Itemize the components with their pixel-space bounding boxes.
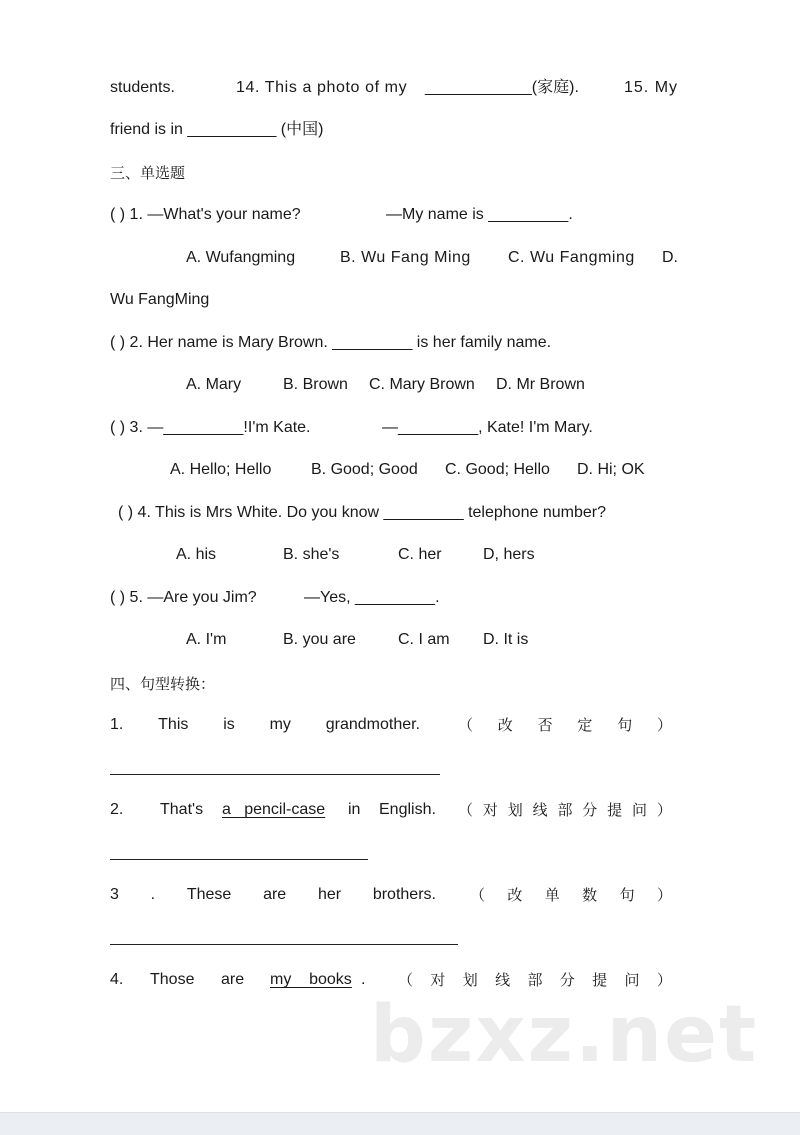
- s2-note-5: 分: [582, 801, 598, 819]
- s4-note-5: 分: [559, 971, 575, 989]
- s2-note-8: ）: [656, 801, 672, 819]
- fill-blank-line-1: [110, 78, 175, 98]
- s1-w4: grandmother.: [325, 716, 420, 733]
- s1-w1: This: [158, 716, 189, 733]
- q2-stem: ( ) 2. Her name is Mary Brown. _________ is her family name.: [110, 334, 552, 351]
- s3-note-1: 改: [507, 886, 523, 904]
- s1-w2: is: [223, 716, 235, 733]
- s4-num: 4.: [110, 971, 124, 988]
- s3-w4: brothers.: [372, 886, 436, 903]
- s3-note-5: ）: [656, 886, 672, 904]
- s2-note-6: 提: [607, 801, 623, 819]
- s2-post2: English.: [379, 801, 436, 818]
- q4-option-a[interactable]: A. his: [176, 546, 217, 563]
- s3-answer-line[interactable]: [110, 944, 458, 945]
- q1-stem-a: ( ) 1. —What's your name?: [110, 206, 301, 223]
- s1-note: [458, 715, 672, 735]
- q15-text: 15. My: [624, 79, 679, 96]
- s4-note-1: 对: [430, 971, 446, 989]
- q2-option-d[interactable]: D. Mr Brown: [496, 376, 585, 393]
- s4-note-2: 划: [462, 971, 478, 989]
- q15-rest: friend is in __________ (中国): [110, 121, 324, 138]
- fill-blank-line-2: [110, 120, 323, 140]
- q2-option-c[interactable]: C. Mary Brown: [369, 376, 475, 393]
- q1-option-a[interactable]: A. Wufangming: [186, 249, 296, 266]
- s4-note-7: 问: [624, 971, 640, 989]
- s1-note-5: ）: [656, 716, 672, 734]
- s2-note-2: 划: [507, 801, 523, 819]
- s1-note-3: 定: [577, 716, 593, 734]
- s2-note-3: 线: [532, 801, 548, 819]
- q14-stem: [236, 78, 407, 98]
- s3-w3: her: [317, 886, 342, 903]
- s2-note-7: 问: [632, 801, 648, 819]
- section-3-title: 三、单选题: [110, 164, 186, 182]
- s3-num: 3: [110, 886, 119, 903]
- q5-stem-b: —Yes, _________.: [304, 589, 440, 606]
- q3-stem-a: ( ) 3. —_________!I'm Kate.: [110, 419, 311, 436]
- s1-note-2: 否: [537, 716, 553, 734]
- q3-option-a[interactable]: A. Hello; Hello: [170, 461, 272, 478]
- s1-sentence: [110, 715, 420, 735]
- q1-option-c[interactable]: C. Wu Fangming: [508, 249, 635, 266]
- s3-w2: are: [263, 886, 287, 903]
- q4-option-d[interactable]: D, hers: [483, 546, 535, 563]
- q2-option-a[interactable]: A. Mary: [186, 376, 242, 393]
- s1-answer-line[interactable]: [110, 774, 440, 775]
- s4-note-6: 提: [592, 971, 608, 989]
- s3-w1: These: [186, 886, 232, 903]
- q4-option-b[interactable]: B. she's: [283, 546, 340, 563]
- q3-stem-b: —_________, Kate! I'm Mary.: [382, 419, 593, 436]
- q3-option-d[interactable]: D. Hi; OK: [577, 461, 645, 478]
- s3-note-4: 句: [619, 886, 635, 904]
- word-students: students.: [110, 79, 175, 96]
- s2-note-4: 部: [557, 801, 573, 819]
- q14-blank-text: ____________(家庭).: [425, 79, 579, 96]
- s2-underlined: a pencil-case: [222, 801, 326, 818]
- s2-note: [458, 800, 672, 820]
- q14-text: 14. This a photo of my: [236, 79, 408, 96]
- q5-stem-a: ( ) 5. —Are you Jim?: [110, 589, 257, 606]
- s1-w3: my: [269, 716, 291, 733]
- s4-note-0: （: [398, 971, 414, 989]
- q14-blank: [425, 78, 579, 98]
- watermark-logo: bzxz.net: [370, 990, 759, 1080]
- s3-note-3: 数: [582, 886, 598, 904]
- s4-w1: Those: [150, 971, 195, 988]
- q3-option-b[interactable]: B. Good; Good: [311, 461, 418, 478]
- q4-option-c[interactable]: C. her: [398, 546, 442, 563]
- q1-option-d-wrap: Wu FangMing: [110, 291, 210, 308]
- q5-option-b[interactable]: B. you are: [283, 631, 356, 648]
- s4-w2: are: [221, 971, 245, 988]
- q15-start: [624, 78, 678, 98]
- s2-answer-line[interactable]: [110, 859, 368, 860]
- s4-underlined: my books: [270, 971, 352, 988]
- page-bottom-bar: [0, 1112, 800, 1135]
- s4-period: .: [361, 971, 366, 988]
- section-4-title: 四、句型转换：: [110, 675, 216, 693]
- s2-note-0: （: [458, 801, 474, 819]
- s2-num: 2.: [110, 801, 124, 818]
- s3-dot: .: [150, 886, 156, 903]
- q1-option-d[interactable]: D.: [662, 249, 678, 266]
- s4-note-4: 部: [527, 971, 543, 989]
- q3-option-c[interactable]: C. Good; Hello: [445, 461, 550, 478]
- s4-note: [398, 970, 672, 990]
- s2-note-1: 对: [482, 801, 498, 819]
- s4-note-3: 线: [495, 971, 511, 989]
- s1-note-0: （: [458, 716, 474, 734]
- q5-option-d[interactable]: D. It is: [483, 631, 529, 648]
- s4-note-8: ）: [656, 971, 672, 989]
- q5-option-c[interactable]: C. I am: [398, 631, 450, 648]
- q2-option-b[interactable]: B. Brown: [283, 376, 348, 393]
- s3-note-0: （: [470, 886, 486, 904]
- s3-note-2: 单: [544, 886, 560, 904]
- s3-note: [470, 885, 672, 905]
- q1-option-b[interactable]: B. Wu Fang Ming: [340, 249, 471, 266]
- q5-option-a[interactable]: A. I'm: [186, 631, 227, 648]
- q4-stem: ( ) 4. This is Mrs White. Do you know _________ telephone number?: [118, 504, 606, 521]
- s2-post1: in: [348, 801, 361, 818]
- s2-pre: That's: [160, 801, 204, 818]
- s3-sentence: [110, 885, 436, 905]
- s1-num: 1.: [110, 716, 124, 733]
- s1-note-1: 改: [497, 716, 513, 734]
- s1-note-4: 句: [617, 716, 633, 734]
- q1-stem-b: —My name is _________.: [386, 206, 573, 223]
